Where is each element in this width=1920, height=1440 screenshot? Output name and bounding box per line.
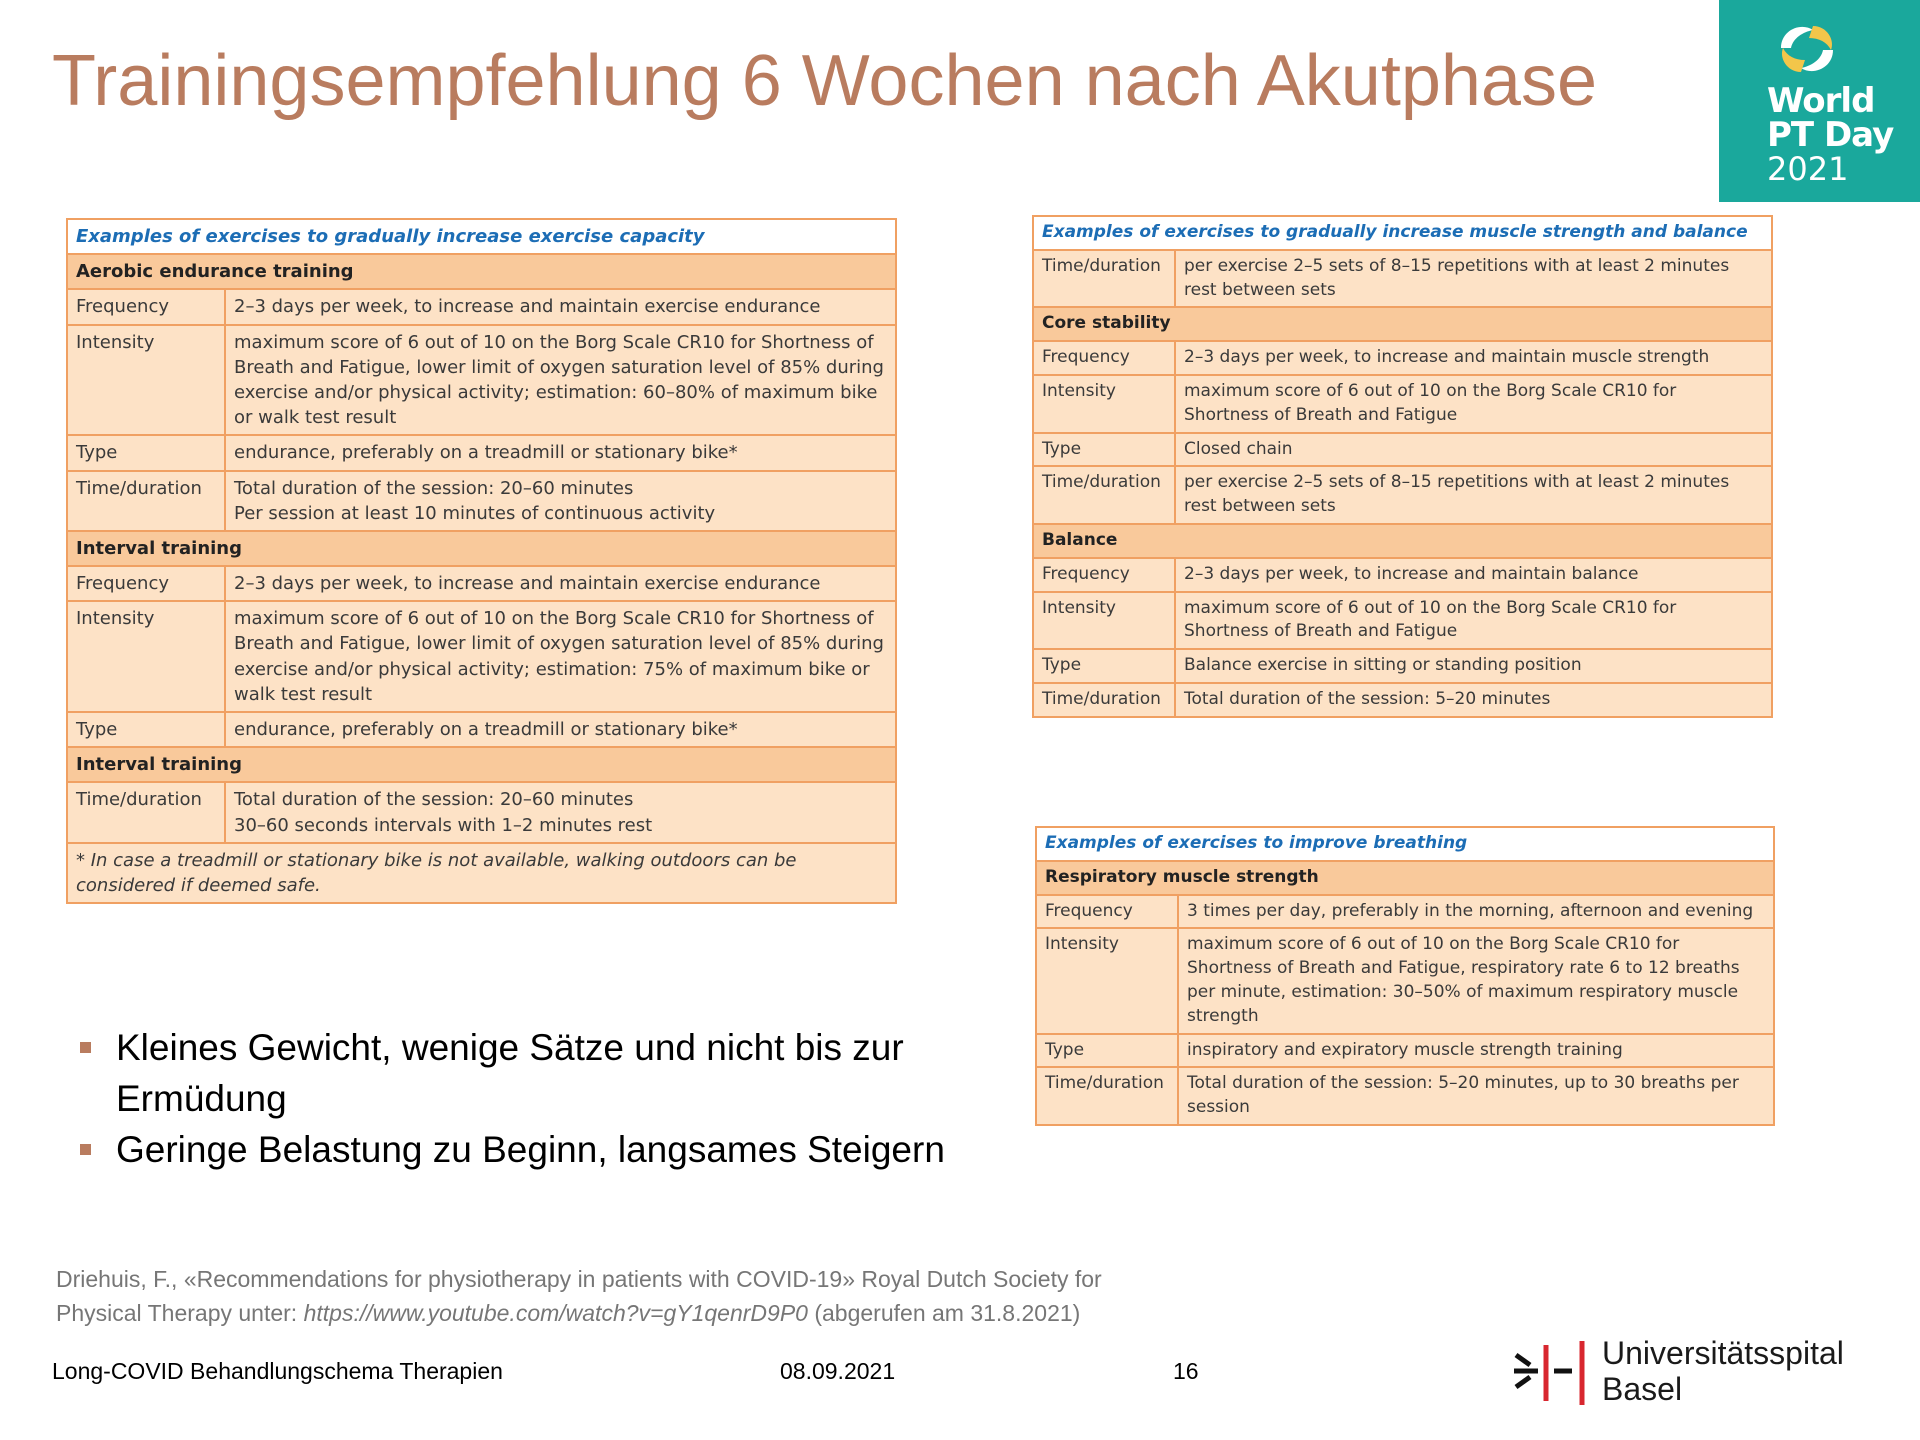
table-row bbox=[67, 712, 896, 747]
row-label: Frequency bbox=[67, 289, 225, 324]
row-value: maximum score of 6 out of 10 on the Borg Scale CR10 for Shortness of Breath and Fatigue, lower limit of oxygen saturation level of 85% during exercise and/or physical activity; estimation: 75% of maximum bike or walk test result bbox=[225, 601, 896, 712]
row-value: maximum score of 6 out of 10 on the Borg Scale CR10 for Shortness of Breath and Fatigue bbox=[1175, 592, 1772, 650]
table-row bbox=[1033, 375, 1772, 433]
exercise-capacity-table bbox=[66, 218, 897, 904]
row-label: Time/duration bbox=[1033, 466, 1175, 524]
table-row bbox=[67, 471, 896, 531]
breathing-table bbox=[1035, 826, 1775, 1126]
institution-name-line-2: Basel bbox=[1602, 1371, 1683, 1407]
footer-date: 08.09.2021 bbox=[780, 1358, 896, 1384]
row-value: per exercise 2–5 sets of 8–15 repetitions with at least 2 minutes rest between sets bbox=[1175, 250, 1772, 308]
table-row bbox=[1033, 433, 1772, 467]
row-label: Type bbox=[67, 435, 225, 470]
table-row bbox=[1036, 1067, 1774, 1125]
row-value bbox=[225, 471, 896, 531]
world-pt-day-swirl-icon bbox=[1775, 18, 1839, 80]
table-footnote: * In case a treadmill or stationary bike is not available, walking outdoors can be considered if deemed safe. bbox=[67, 843, 896, 903]
bullet-item: Geringe Belastung zu Beginn, langsames Steigern bbox=[80, 1124, 950, 1175]
row-label: Type bbox=[67, 712, 225, 747]
row-label: Type bbox=[1036, 1034, 1178, 1068]
row-label: Time/duration bbox=[1033, 250, 1175, 308]
row-label: Time/duration bbox=[67, 471, 225, 531]
row-value: per exercise 2–5 sets of 8–15 repetitions with at least 2 minutes rest between sets bbox=[1175, 466, 1772, 524]
section-header: Core stability bbox=[1033, 307, 1772, 341]
row-label: Frequency bbox=[1033, 341, 1175, 375]
row-value: Balance exercise in sitting or standing position bbox=[1175, 649, 1772, 683]
row-value bbox=[225, 782, 896, 842]
row-value: 2–3 days per week, to increase and maintain muscle strength bbox=[1175, 341, 1772, 375]
table-row bbox=[1036, 895, 1774, 929]
row-value: 2–3 days per week, to increase and maintain balance bbox=[1175, 558, 1772, 592]
table-row bbox=[67, 289, 896, 324]
table-heading: Examples of exercises to gradually increase muscle strength and balance bbox=[1033, 216, 1772, 250]
page-number: 16 bbox=[1173, 1358, 1199, 1384]
universitaetsspital-basel-logo bbox=[1512, 1335, 1872, 1410]
section-header: Interval training bbox=[67, 747, 896, 782]
row-label: Intensity bbox=[1036, 928, 1178, 1033]
section-header: Aerobic endurance training bbox=[67, 254, 896, 289]
bullet-item: Kleines Gewicht, wenige Sätze und nicht bis zur Ermüdung bbox=[80, 1022, 950, 1124]
reference-accessed: (abgerufen am 31.8.2021) bbox=[807, 1300, 1081, 1326]
row-label: Time/duration bbox=[67, 782, 225, 842]
row-label: Frequency bbox=[1033, 558, 1175, 592]
table-row bbox=[1033, 466, 1772, 524]
logo-line-2: PT Day bbox=[1767, 115, 1894, 155]
slide-title: Trainingsempfehlung 6 Wochen nach Akutphase bbox=[52, 41, 1598, 121]
universitaetsspital-basel-icon bbox=[1512, 1341, 1590, 1405]
section-header: Interval training bbox=[67, 531, 896, 566]
table-row bbox=[1033, 250, 1772, 308]
row-value: 2–3 days per week, to increase and maintain exercise endurance bbox=[225, 566, 896, 601]
row-value-line: Total duration of the session: 20–60 minutes bbox=[234, 477, 634, 499]
reference-link[interactable]: https://www.youtube.com/watch?v=gY1qenrD9P0 bbox=[303, 1300, 808, 1326]
row-value: Total duration of the session: 5–20 minutes bbox=[1175, 683, 1772, 717]
row-label: Type bbox=[1033, 433, 1175, 467]
table-row bbox=[67, 435, 896, 470]
row-label: Frequency bbox=[67, 566, 225, 601]
institution-name-line-1: Universitätsspital bbox=[1602, 1335, 1844, 1371]
row-value: 2–3 days per week, to increase and maintain exercise endurance bbox=[225, 289, 896, 324]
logo-line-3: 2021 bbox=[1767, 150, 1849, 188]
row-value: maximum score of 6 out of 10 on the Borg Scale CR10 for Shortness of Breath and Fatigue bbox=[1175, 375, 1772, 433]
table-row bbox=[1033, 558, 1772, 592]
row-label: Time/duration bbox=[1033, 683, 1175, 717]
section-header: Balance bbox=[1033, 524, 1772, 558]
table-row bbox=[67, 601, 896, 712]
table-heading: Examples of exercises to gradually increase exercise capacity bbox=[67, 219, 896, 254]
row-value-line: Total duration of the session: 20–60 minutes bbox=[234, 789, 634, 811]
table-row bbox=[1033, 649, 1772, 683]
reference-text: Driehuis, F., «Recommendations for physiotherapy in patients with COVID-19» Royal Dutch Society for Physical Therapy unter: bbox=[56, 1266, 1102, 1326]
row-value: Closed chain bbox=[1175, 433, 1772, 467]
table-row bbox=[1033, 683, 1772, 717]
bullet-list bbox=[80, 1022, 950, 1175]
logo-line-1: World bbox=[1767, 81, 1875, 121]
table-row bbox=[1036, 1034, 1774, 1068]
table-row bbox=[67, 325, 896, 436]
row-value: inspiratory and expiratory muscle strength training bbox=[1178, 1034, 1774, 1068]
table-heading: Examples of exercises to improve breathing bbox=[1036, 827, 1774, 861]
row-label: Time/duration bbox=[1036, 1067, 1178, 1125]
muscle-strength-table bbox=[1032, 215, 1773, 718]
row-label: Frequency bbox=[1036, 895, 1178, 929]
row-value-line: 30–60 seconds intervals with 1–2 minutes rest bbox=[234, 814, 653, 836]
row-value: endurance, preferably on a treadmill or stationary bike* bbox=[225, 435, 896, 470]
row-label: Intensity bbox=[67, 325, 225, 436]
section-header: Respiratory muscle strength bbox=[1036, 861, 1774, 895]
row-value: maximum score of 6 out of 10 on the Borg Scale CR10 for Shortness of Breath and Fatigue, respiratory rate 6 to 12 breaths per minute, estimation: 30–50% of maximum respiratory muscle strength bbox=[1178, 928, 1774, 1033]
table-row bbox=[1036, 928, 1774, 1033]
footer-title: Long-COVID Behandlungschema Therapien bbox=[52, 1358, 503, 1384]
table-row bbox=[67, 566, 896, 601]
table-row bbox=[1033, 592, 1772, 650]
row-value: maximum score of 6 out of 10 on the Borg Scale CR10 for Shortness of Breath and Fatigue, lower limit of oxygen saturation level of 85% during exercise and/or physical activity; estimation: 60–80% of maximum bike or walk test result bbox=[225, 325, 896, 436]
row-value: Total duration of the session: 5–20 minutes, up to 30 breaths per session bbox=[1178, 1067, 1774, 1125]
row-label: Intensity bbox=[1033, 592, 1175, 650]
row-label: Intensity bbox=[67, 601, 225, 712]
table-row bbox=[67, 782, 896, 842]
table-row bbox=[1033, 341, 1772, 375]
row-value: endurance, preferably on a treadmill or stationary bike* bbox=[225, 712, 896, 747]
row-label: Intensity bbox=[1033, 375, 1175, 433]
reference-citation bbox=[56, 1262, 1176, 1330]
row-label: Type bbox=[1033, 649, 1175, 683]
row-value-line: Per session at least 10 minutes of continuous activity bbox=[234, 502, 716, 524]
institution-name bbox=[1602, 1335, 1844, 1407]
row-value: 3 times per day, preferably in the morning, afternoon and evening bbox=[1178, 895, 1774, 929]
world-pt-day-logo bbox=[1719, 0, 1920, 202]
